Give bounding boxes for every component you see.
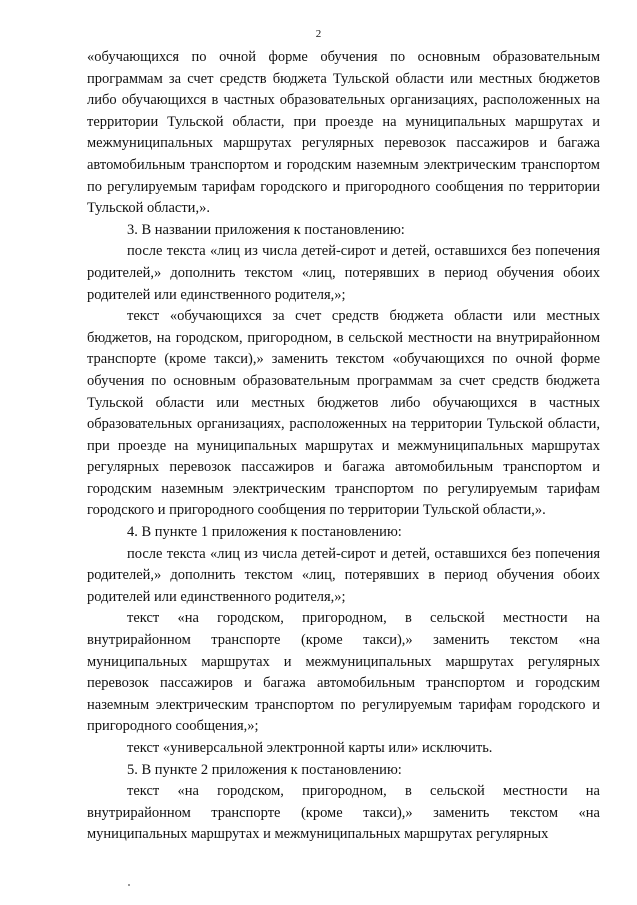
document-body <box>87 47 600 846</box>
paragraph-item-5-heading: 5. В пункте 2 приложения к постановлению: <box>127 761 402 778</box>
paragraph-item-4-heading: 4. В пункте 1 приложения к постановлению: <box>127 524 402 541</box>
paragraph-continuation: «обучающихся по очной форме обучения по основным образовательным программам за счет средств бюджета Тульской области или местных бюджетов либо обучающихся в частных образовательных организациях, расположенных на территории Тульской области, при проезде на муниципальных маршрутах и межмуниципальных маршрутах регулярных перевозок пассажиров и багажа автомобильным транспортом и городским наземным электрическим транспортом по регулируемым тарифам городского и пригородного сообщения по территории Тульской области,». <box>87 49 600 217</box>
paragraph-item-5-replace-text: текст «на городском, пригородном, в сельской местности на внутрирайонном транспорте (кроме такси),» заменить текстом «на муниципальных маршрутах и межмуниципальных маршрутах регулярных <box>87 783 600 843</box>
paragraph-item-3-replace-text: текст «обучающихся за счет средств бюджета области или местных бюджетов, на городском, пригородном, в сельской местности на внутрирайонном транспорте (кроме такси),» заменить текстом «обучающихся по очной форме обучения по основным образовательным программам за счет средств бюджета Тульской области или местных бюджетов либо обучающихся в частных образовательных организациях, расположенных на территории Тульской области, при проезде на муниципальных маршрутах и межмуниципальных маршрутах регулярных перевозок пассажиров и багажа автомобильным транспортом и городским наземным электрическим транспортом по регулируемым тарифам городского и пригородного сообщения по территории Тульской области,». <box>87 308 600 519</box>
paragraph-item-4-exclude-text: текст «универсальной электронной карты или» исключить. <box>127 740 493 756</box>
paragraph-item-3-heading: 3. В названии приложения к постановлению: <box>127 221 405 238</box>
page-number: 2 <box>315 28 322 40</box>
scan-artifact-dot <box>128 884 130 886</box>
paragraph-item-3-add-text: после текста «лиц из числа детей-сирот и детей, оставшихся без попечения родителей,» дополнить текстом «лиц, потерявших в период обучения обоих родителей или единственного родителя,»; <box>87 243 600 303</box>
paragraph-item-4-add-text: после текста «лиц из числа детей-сирот и детей, оставшихся без попечения родителей,» дополнить текстом «лиц, потерявших в период обучения обоих родителей или единственного родителя,»; <box>87 545 600 605</box>
paragraph-item-4-replace-text: текст «на городском, пригородном, в сельской местности на внутрирайонном транспорте (кроме такси),» заменить текстом «на муниципальных маршрутах и межмуниципальных маршрутах регулярных перевозок пассажиров и багажа автомобильным транспортом и городским наземным электрическим транспортом по регулируемым тарифам городского и пригородного сообщения,»; <box>87 610 600 735</box>
